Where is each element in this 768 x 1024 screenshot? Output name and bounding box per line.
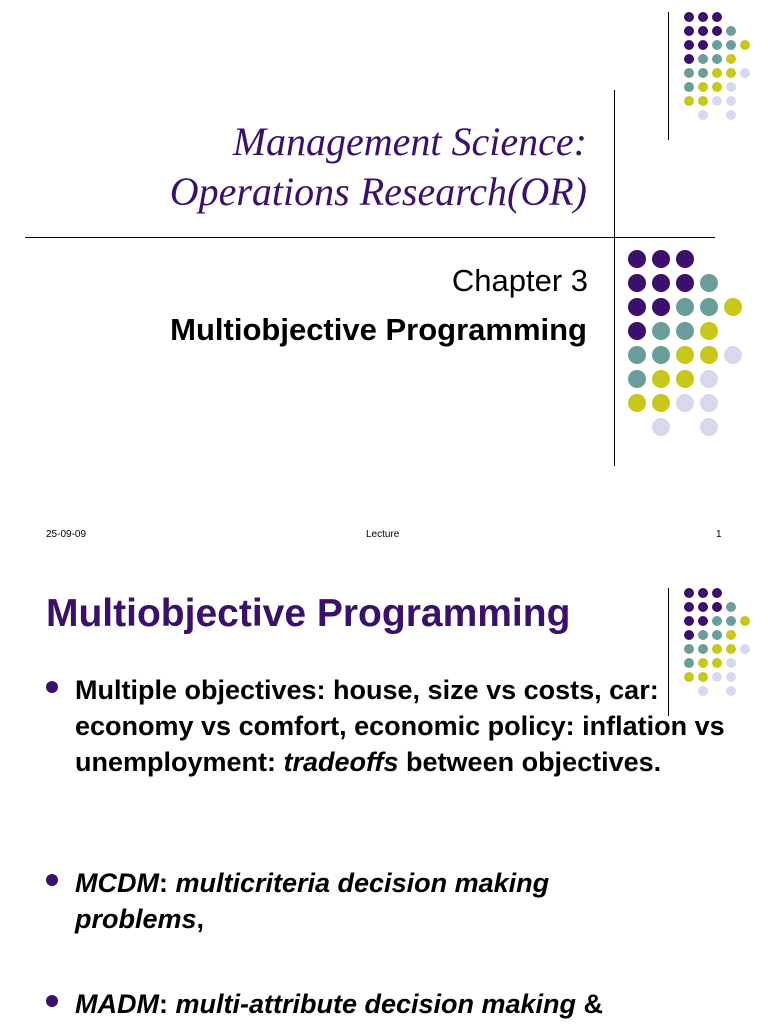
decorative-dot	[698, 658, 708, 668]
decorative-dot	[726, 110, 736, 120]
decorative-dot	[726, 26, 736, 36]
decorative-dot	[684, 12, 694, 22]
bullet-text: between objectives.	[398, 747, 662, 777]
decorative-dot	[684, 644, 694, 654]
decorative-dot	[652, 394, 670, 412]
decorative-dot	[684, 26, 694, 36]
decorative-dot	[628, 346, 646, 364]
decorative-dot	[652, 298, 670, 316]
bullet-text: :	[158, 868, 176, 898]
decorative-dot	[698, 616, 708, 626]
decorative-dot	[698, 110, 708, 120]
decorative-dot	[726, 616, 736, 626]
slide-title: Multiobjective Programming	[46, 592, 571, 635]
decorative-dot	[700, 394, 718, 412]
title-line-2: Operations Research(OR)	[169, 169, 587, 214]
decorative-dot	[684, 658, 694, 668]
decorative-dot	[684, 82, 694, 92]
decorative-dot	[700, 322, 718, 340]
decorative-dot	[726, 82, 736, 92]
decorative-dot	[676, 322, 694, 340]
decorative-dot	[712, 630, 722, 640]
decorative-dot	[700, 346, 718, 364]
decorative-dot	[712, 602, 722, 612]
decorative-dot	[740, 616, 750, 626]
decorative-dot	[652, 370, 670, 388]
decorative-dot	[740, 644, 750, 654]
slide-subtitle: Multiobjective Programming	[170, 312, 587, 347]
decorative-dot	[698, 40, 708, 50]
bullet-description: multi-attribute decision making	[175, 989, 577, 1019]
decorative-dot	[698, 68, 708, 78]
decorative-dot	[628, 370, 646, 388]
bullet-item-madm	[75, 986, 745, 1022]
footer-center: Lecture	[366, 529, 400, 540]
decorative-dot	[712, 12, 722, 22]
decorative-dot	[700, 274, 718, 292]
decorative-dot	[726, 602, 736, 612]
decorative-dot	[698, 644, 708, 654]
divider-vertical-short	[668, 12, 669, 140]
decorative-dot	[628, 298, 646, 316]
decorative-dot	[684, 630, 694, 640]
decorative-dot	[726, 644, 736, 654]
divider-horizontal	[25, 237, 715, 238]
decorative-dot	[684, 616, 694, 626]
decorative-dot	[712, 588, 722, 598]
chapter-label: Chapter 3	[451, 263, 588, 298]
decorative-dot	[700, 370, 718, 388]
bullet-text: :	[158, 989, 176, 1019]
bullet-marker	[46, 681, 58, 693]
decorative-dot	[712, 96, 722, 106]
bullet-term: MADM	[75, 989, 159, 1019]
decorative-dot	[724, 298, 742, 316]
decorative-dot	[698, 630, 708, 640]
divider-vertical-long	[614, 90, 615, 466]
decorative-dot	[684, 40, 694, 50]
bullet-marker	[46, 995, 58, 1007]
bullet-term: MCDM	[75, 868, 159, 898]
decorative-dot	[652, 250, 670, 268]
decorative-dot	[724, 346, 742, 364]
decorative-dot	[652, 346, 670, 364]
bullet-emphasis: tradeoffs	[283, 747, 399, 777]
decorative-dot	[726, 68, 736, 78]
bullet-text: Multiple objectives: house, size vs costs, car: economy vs comfort, economic policy: inflation vs unemployment:	[75, 675, 725, 777]
decorative-dot	[698, 12, 708, 22]
decorative-dot	[652, 274, 670, 292]
decorative-dot	[712, 616, 722, 626]
bullet-marker	[46, 874, 58, 886]
decorative-dot	[698, 54, 708, 64]
decorative-dot	[684, 96, 694, 106]
decorative-dot	[726, 630, 736, 640]
decorative-dot	[712, 658, 722, 668]
decorative-dot	[712, 82, 722, 92]
bullet-item-multiple-objectives	[75, 672, 745, 780]
footer-page-number: 1	[716, 529, 722, 540]
decorative-dot	[712, 644, 722, 654]
decorative-dot	[698, 588, 708, 598]
decorative-dot	[726, 96, 736, 106]
decorative-dot	[740, 68, 750, 78]
title-line-1: Management Science:	[232, 119, 587, 164]
decorative-dot	[684, 588, 694, 598]
decorative-dot	[684, 68, 694, 78]
content-slide	[0, 560, 768, 1024]
decorative-dot	[712, 40, 722, 50]
decorative-dot	[628, 274, 646, 292]
decorative-dot	[652, 418, 670, 436]
footer-date: 25-09-09	[46, 529, 87, 540]
decorative-dot	[700, 418, 718, 436]
decorative-dot	[698, 82, 708, 92]
decorative-dot	[628, 394, 646, 412]
decorative-dot	[676, 394, 694, 412]
decorative-dot	[676, 346, 694, 364]
decorative-dot	[700, 298, 718, 316]
bullet-description: multicriteria decision making problems	[75, 868, 550, 934]
decorative-dot	[676, 298, 694, 316]
bullet-text: ,	[196, 904, 205, 934]
decorative-dot	[684, 602, 694, 612]
decorative-dot	[726, 40, 736, 50]
bullet-text: &	[576, 989, 604, 1019]
decorative-dot	[698, 96, 708, 106]
decorative-dot	[712, 54, 722, 64]
decorative-dot	[712, 26, 722, 36]
decorative-dot	[698, 602, 708, 612]
decorative-dot	[684, 54, 694, 64]
decorative-dot	[652, 322, 670, 340]
decorative-dot	[676, 370, 694, 388]
decorative-dot	[698, 26, 708, 36]
decorative-dot	[740, 40, 750, 50]
decorative-dot	[628, 322, 646, 340]
decorative-dot	[712, 68, 722, 78]
decorative-dot	[676, 274, 694, 292]
decorative-dot	[676, 250, 694, 268]
decorative-dot	[726, 54, 736, 64]
bullet-item-mcdm	[75, 865, 635, 937]
decorative-dot	[726, 658, 736, 668]
decorative-dot	[628, 250, 646, 268]
